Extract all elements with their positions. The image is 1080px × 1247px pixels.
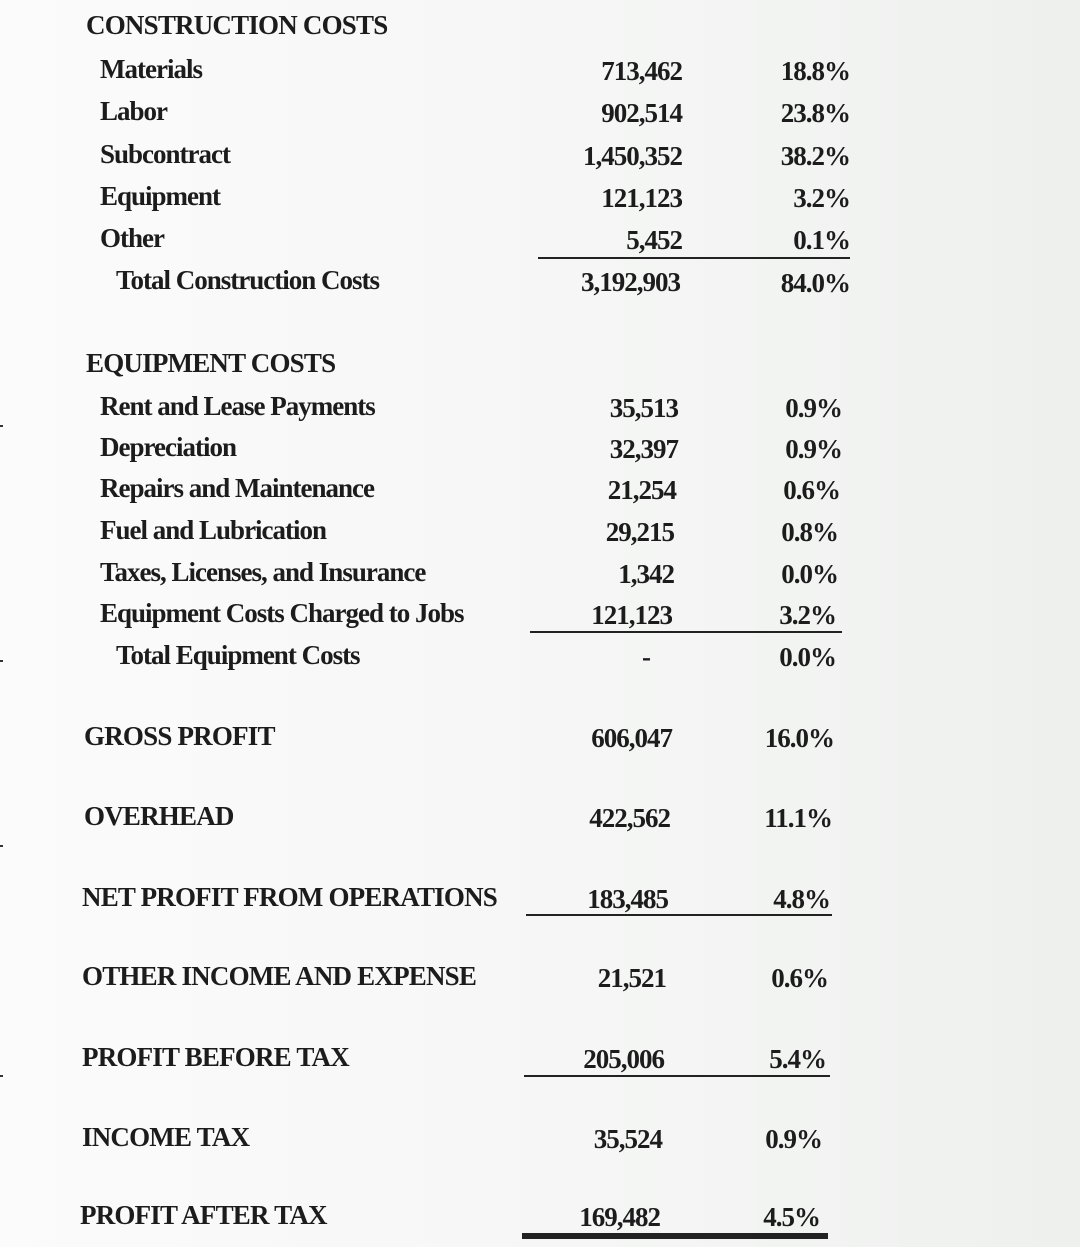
equipment-item-percent: 0.9% [785,434,842,464]
construction-item-amount: 1,450,352 [583,141,682,171]
overhead-label: OVERHEAD [84,801,234,831]
margin-mark [0,1075,3,1077]
overhead-percent: 11.1% [764,803,832,833]
equipment-item-label: Repairs and Maintenance [100,473,374,503]
other-income-and-expense-label: OTHER INCOME AND EXPENSE [82,961,477,991]
total-construction-costs-amount: 3,192,903 [581,267,680,297]
margin-mark [0,660,3,662]
total-construction-costs-label: Total Construction Costs [116,265,380,295]
equipment-item-amount: 32,397 [609,434,678,464]
profit-after-tax-amount: 169,482 [579,1202,660,1232]
equipment-item-amount: 35,513 [609,393,678,423]
margin-mark [0,425,3,427]
equipment-item-percent: 0.8% [781,517,838,547]
subtotal-underline [524,1075,830,1077]
construction-item-percent: 38.2% [780,141,850,171]
construction-item-label: Labor [100,96,168,126]
construction-item-label: Equipment [100,181,221,211]
equipment-item-amount: 121,123 [591,600,672,630]
equipment-item-amount: 1,342 [618,559,674,589]
subtotal-underline [538,257,850,259]
equipment-item-label: Fuel and Lubrication [100,515,327,545]
net-profit-from-operations-amount: 183,485 [587,884,668,914]
equipment-item-label: Depreciation [100,432,236,462]
equipment-item-amount: 21,254 [607,475,676,505]
equipment-costs-heading: EQUIPMENT COSTS [86,348,336,378]
overhead-amount: 422,562 [589,803,670,833]
final-double-underline [522,1233,828,1239]
equipment-item-percent: 0.6% [783,475,840,505]
construction-item-percent: 3.2% [793,183,850,213]
total-construction-costs-percent: 84.0% [780,268,850,298]
equipment-item-label: Taxes, Licenses, and Insurance [100,557,426,587]
profit-after-tax-percent: 4.5% [763,1202,820,1232]
equipment-item-percent: 0.0% [781,559,838,589]
margin-mark [0,845,3,847]
other-income-and-expense-amount: 21,521 [597,963,666,993]
net-profit-from-operations-label: NET PROFIT FROM OPERATIONS [82,882,497,912]
equipment-item-label: Rent and Lease Payments [100,391,375,421]
other-income-and-expense-percent: 0.6% [771,963,828,993]
construction-item-amount: 713,462 [601,56,682,86]
total-equipment-costs-percent: 0.0% [779,642,836,672]
construction-item-label: Other [100,223,164,253]
profit-before-tax-percent: 5.4% [769,1044,826,1074]
construction-item-amount: 5,452 [626,225,682,255]
gross-profit-label: GROSS PROFIT [84,721,275,751]
income-tax-amount: 35,524 [593,1124,662,1154]
construction-item-percent: 0.1% [793,225,850,255]
construction-costs-heading: CONSTRUCTION COSTS [86,10,388,40]
net-profit-from-operations-percent: 4.8% [773,884,830,914]
gross-profit-amount: 606,047 [591,723,672,753]
construction-item-amount: 121,123 [601,183,682,213]
construction-item-percent: 23.8% [780,98,850,128]
profit-before-tax-amount: 205,006 [583,1044,664,1074]
total-equipment-costs-amount: - [642,642,650,672]
equipment-item-amount: 29,215 [605,517,674,547]
equipment-item-label: Equipment Costs Charged to Jobs [100,598,464,628]
construction-item-percent: 18.8% [780,56,850,86]
profit-after-tax-label: PROFIT AFTER TAX [80,1200,327,1230]
subtotal-underline [526,914,832,916]
construction-item-label: Subcontract [100,139,230,169]
construction-item-label: Materials [100,54,202,84]
income-tax-percent: 0.9% [765,1124,822,1154]
total-equipment-costs-label: Total Equipment Costs [116,640,360,670]
equipment-item-percent: 3.2% [779,600,836,630]
gross-profit-percent: 16.0% [764,723,834,753]
income-tax-label: INCOME TAX [82,1122,250,1152]
construction-item-amount: 902,514 [601,98,682,128]
equipment-item-percent: 0.9% [785,393,842,423]
profit-before-tax-label: PROFIT BEFORE TAX [82,1042,349,1072]
subtotal-underline [530,631,842,633]
